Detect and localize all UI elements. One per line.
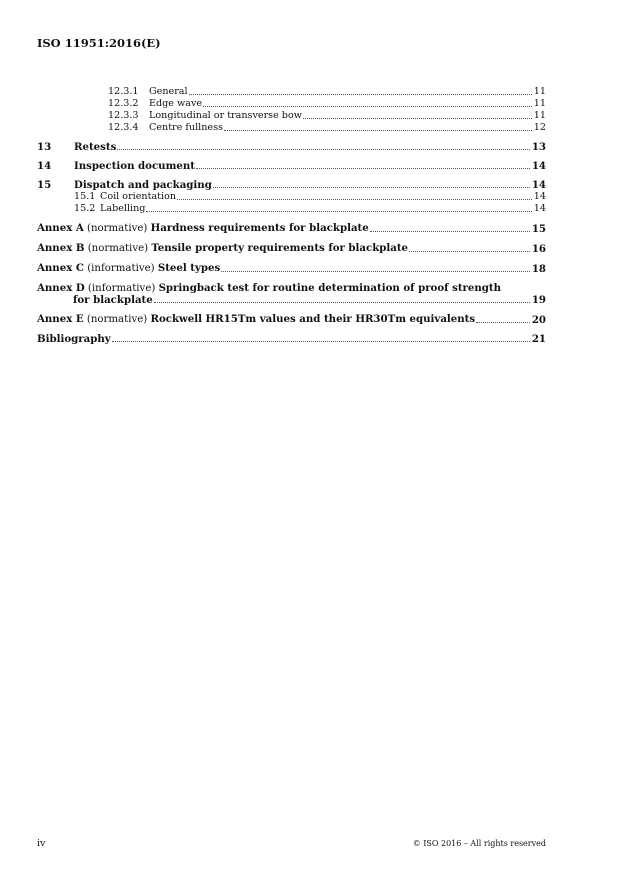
toc-number: 13 (37, 141, 52, 153)
footer-copyright: © ISO 2016 – All rights reserved (412, 839, 546, 848)
leader-dots (224, 130, 532, 131)
toc-page: 11 (533, 110, 546, 121)
annex-heading (37, 313, 475, 326)
toc-entry-13[interactable] (37, 141, 546, 153)
annex-kind: (informative) (87, 263, 155, 274)
annex-label: Annex C (37, 262, 84, 274)
toc-title: Retests (74, 141, 117, 153)
toc-entry-annex-e[interactable] (37, 313, 546, 326)
annex-title-continuation (37, 294, 546, 306)
toc-number: 14 (37, 160, 52, 172)
annex-label: Annex D (37, 282, 85, 294)
leader-dots (213, 187, 530, 188)
leader-dots (154, 302, 530, 303)
annex-label: Annex A (37, 222, 84, 234)
leader-dots (112, 341, 530, 342)
toc-page: 18 (531, 263, 546, 275)
toc-number: 12.3.4 (108, 122, 139, 133)
toc-entry-annex-a[interactable] (37, 222, 546, 235)
toc-number: 15.2 (74, 203, 96, 214)
toc-title: Centre fullness (149, 122, 223, 133)
annex-heading (37, 262, 220, 275)
toc-page: 14 (533, 191, 546, 202)
annex-heading (37, 222, 369, 235)
toc-title: Dispatch and packaging (74, 179, 212, 191)
toc-entry-15-2[interactable] (37, 203, 546, 215)
annex-title: Springback test for routine determination of proof strength (158, 282, 502, 294)
toc-title: Labelling (100, 203, 146, 214)
toc-entry-12-3-1[interactable] (37, 86, 546, 98)
leader-dots (303, 118, 532, 119)
toc-title: General (149, 86, 188, 97)
toc-page: 14 (533, 203, 546, 214)
toc-page: 14 (531, 160, 546, 172)
annex-title: Steel types (157, 262, 221, 274)
toc-number: 12.3.2 (108, 98, 139, 109)
toc-entry-14[interactable] (37, 160, 546, 172)
annex-kind: (normative) (86, 223, 148, 234)
toc-page: 14 (531, 179, 546, 191)
toc-page: 13 (531, 141, 546, 153)
annex-kind: (normative) (87, 243, 149, 254)
toc-title: Edge wave (149, 98, 203, 109)
leader-dots (370, 231, 530, 232)
toc-page: 16 (531, 243, 546, 255)
toc-page: 15 (531, 223, 546, 235)
table-of-contents (37, 86, 546, 345)
leader-dots (196, 168, 530, 169)
annex-heading (37, 282, 546, 294)
toc-entry-15[interactable] (37, 179, 546, 191)
toc-entry-12-3-2[interactable] (37, 98, 546, 110)
toc-entry-15-1[interactable] (37, 191, 546, 203)
toc-number: 12.3.3 (108, 110, 139, 121)
annex-kind: (normative) (86, 314, 148, 325)
toc-page: 20 (531, 314, 546, 326)
toc-entry-bibliography[interactable] (37, 333, 546, 345)
document-header: ISO 11951:2016(E) (37, 36, 161, 50)
annex-title: Rockwell HR15Tm values and their HR30Tm equivalents (150, 313, 476, 325)
leader-dots (203, 106, 532, 107)
toc-title: Coil orientation (100, 191, 177, 202)
toc-number: 15.1 (74, 191, 96, 202)
toc-page: 21 (531, 333, 546, 345)
leader-dots (409, 251, 530, 252)
toc-title: Longitudinal or transverse bow (149, 110, 302, 121)
toc-page: 11 (533, 98, 546, 109)
toc-title: Bibliography (37, 333, 111, 345)
annex-label: Annex B (37, 242, 85, 254)
leader-dots (177, 199, 532, 200)
leader-dots (221, 271, 530, 272)
toc-entry-12-3-4[interactable] (37, 122, 546, 134)
annex-heading (37, 242, 408, 255)
toc-number: 15 (37, 179, 52, 191)
toc-entry-annex-d[interactable] (37, 282, 546, 306)
toc-entry-annex-c[interactable] (37, 262, 546, 275)
toc-title: Inspection document (74, 160, 195, 172)
annex-title: Hardness requirements for blackplate (150, 222, 369, 234)
toc-entry-annex-b[interactable] (37, 242, 546, 255)
leader-dots (476, 322, 530, 323)
toc-page: 12 (533, 122, 546, 133)
annex-title-line2: for blackplate (73, 294, 153, 306)
toc-page: 11 (533, 86, 546, 97)
footer-page-number: iv (37, 838, 46, 849)
annex-kind: (informative) (87, 283, 156, 294)
toc-page: 19 (531, 294, 546, 306)
leader-dots (146, 211, 531, 212)
leader-dots (189, 94, 532, 95)
toc-entry-12-3-3[interactable] (37, 110, 546, 122)
annex-title: Tensile property requirements for blackplate (151, 242, 409, 254)
toc-number: 12.3.1 (108, 86, 139, 97)
annex-label: Annex E (37, 313, 84, 325)
leader-dots (117, 149, 530, 150)
